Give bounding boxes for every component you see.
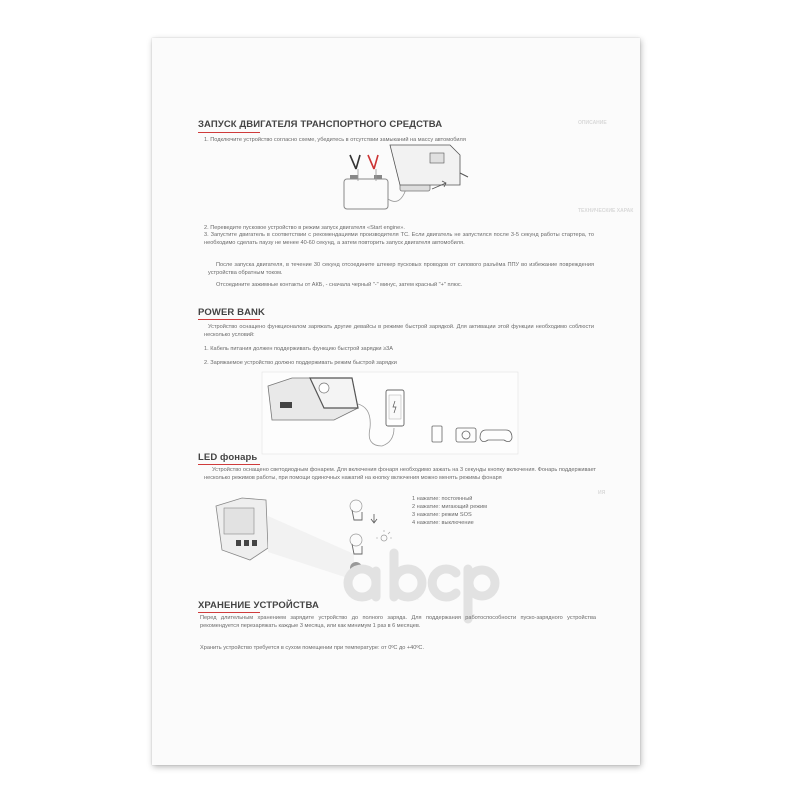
- engine-step-1: 1. Подключите устройство согласно схеме, убедитесь в отсутствии замыканий на массу автомобиля: [204, 137, 466, 143]
- section-power-bank-rule: [198, 319, 260, 320]
- engine-disconnect-clamps: Отсоедините зажимные контакты от АКБ, - сначала черный "-" минус, затем красный "+" плюс.: [216, 282, 463, 288]
- section-led-rule: [198, 464, 260, 465]
- power-bank-charging-illustration: [262, 368, 522, 463]
- section-storage-title: ХРАНЕНИЕ УСТРОЙСТВА: [198, 600, 319, 611]
- section-engine-start-title: ЗАПУСК ДВИГАТЕЛЯ ТРАНСПОРТНОГО СРЕДСТВА: [198, 119, 443, 130]
- led-mode-2: 2 нажатие: мигающий режим: [412, 504, 487, 510]
- engine-after-start: После запуска двигателя, в течение 30 секунд отсоедините штекер пусковых проводов от силового разъёма ППУ во избежание повреждения устройства обратным током.: [208, 262, 594, 276]
- led-mode-3: 3 нажатие: режим SOS: [412, 512, 472, 518]
- engine-step-3: 3. Запустите двигатель в соответствии с рекомендациями производителя ТС. Если двигатель не запустился после 3-5 секунд работы стартера, то необходимо сделать паузу не менее 40-60 секунд, а затем повторить запуск двигателя автомобиля.: [204, 232, 594, 246]
- storage-paragraph-1: Перед длительным хранением зарядите устройство до полного заряда. Для поддержания работоспособности пуско-зарядного устройства рекомендуется перезаряжать каждые 3 месяца, или как минимум 1 раз в 6 месяцев.: [200, 615, 596, 629]
- section-power-bank-title: POWER BANK: [198, 307, 265, 318]
- led-intro: Устройство оснащено светодиодным фонарем. Для включения фонаря необходимо зажать на 3 секунды кнопку включения. Фонарь поддерживает несколько режимов работы, при помощи одиночных нажатий на кнопку включения можно менять режимы фонаря: [204, 467, 596, 481]
- ghost-text-2: ТЕХНИЧЕСКИЕ ХАРАК: [578, 208, 634, 214]
- section-storage-rule: [198, 612, 260, 613]
- power-bank-condition-1: 1. Кабель питания должен поддерживать функцию быстрой зарядки ≥3А: [204, 346, 394, 352]
- power-bank-condition-2: 2. Заряжаемое устройство должно поддерживать режим быстрой зарядки: [204, 360, 397, 366]
- power-bank-intro: Устройство оснащено функционалом заряжать другие девайсы в режиме быстрой зарядкой. Для активации этой функции необходимо соблюсти несколько условий:: [204, 324, 594, 338]
- section-led-title: LED фонарь: [198, 452, 258, 463]
- abcp-watermark-logo: [342, 545, 492, 625]
- section-engine-start-rule: [198, 132, 260, 133]
- led-mode-1: 1 нажатие: постоянный: [412, 496, 473, 502]
- ghost-text-1: ОПИСАНИЕ: [578, 120, 607, 126]
- storage-paragraph-2: Хранить устройство требуется в сухом помещении при температуре: от 0ºС до +40ºС.: [200, 645, 425, 651]
- booster-device-illustration: [390, 145, 470, 205]
- led-mode-4: 4 нажатие: выключение: [412, 520, 474, 526]
- flashlight-illustration: [206, 494, 356, 580]
- watermark-text: abcp: [417, 600, 420, 601]
- ghost-text-3: ИЯ: [598, 490, 606, 496]
- engine-step-2: 2. Переведите пусковое устройство в режим запуск двигателя «Start engine».: [204, 225, 405, 231]
